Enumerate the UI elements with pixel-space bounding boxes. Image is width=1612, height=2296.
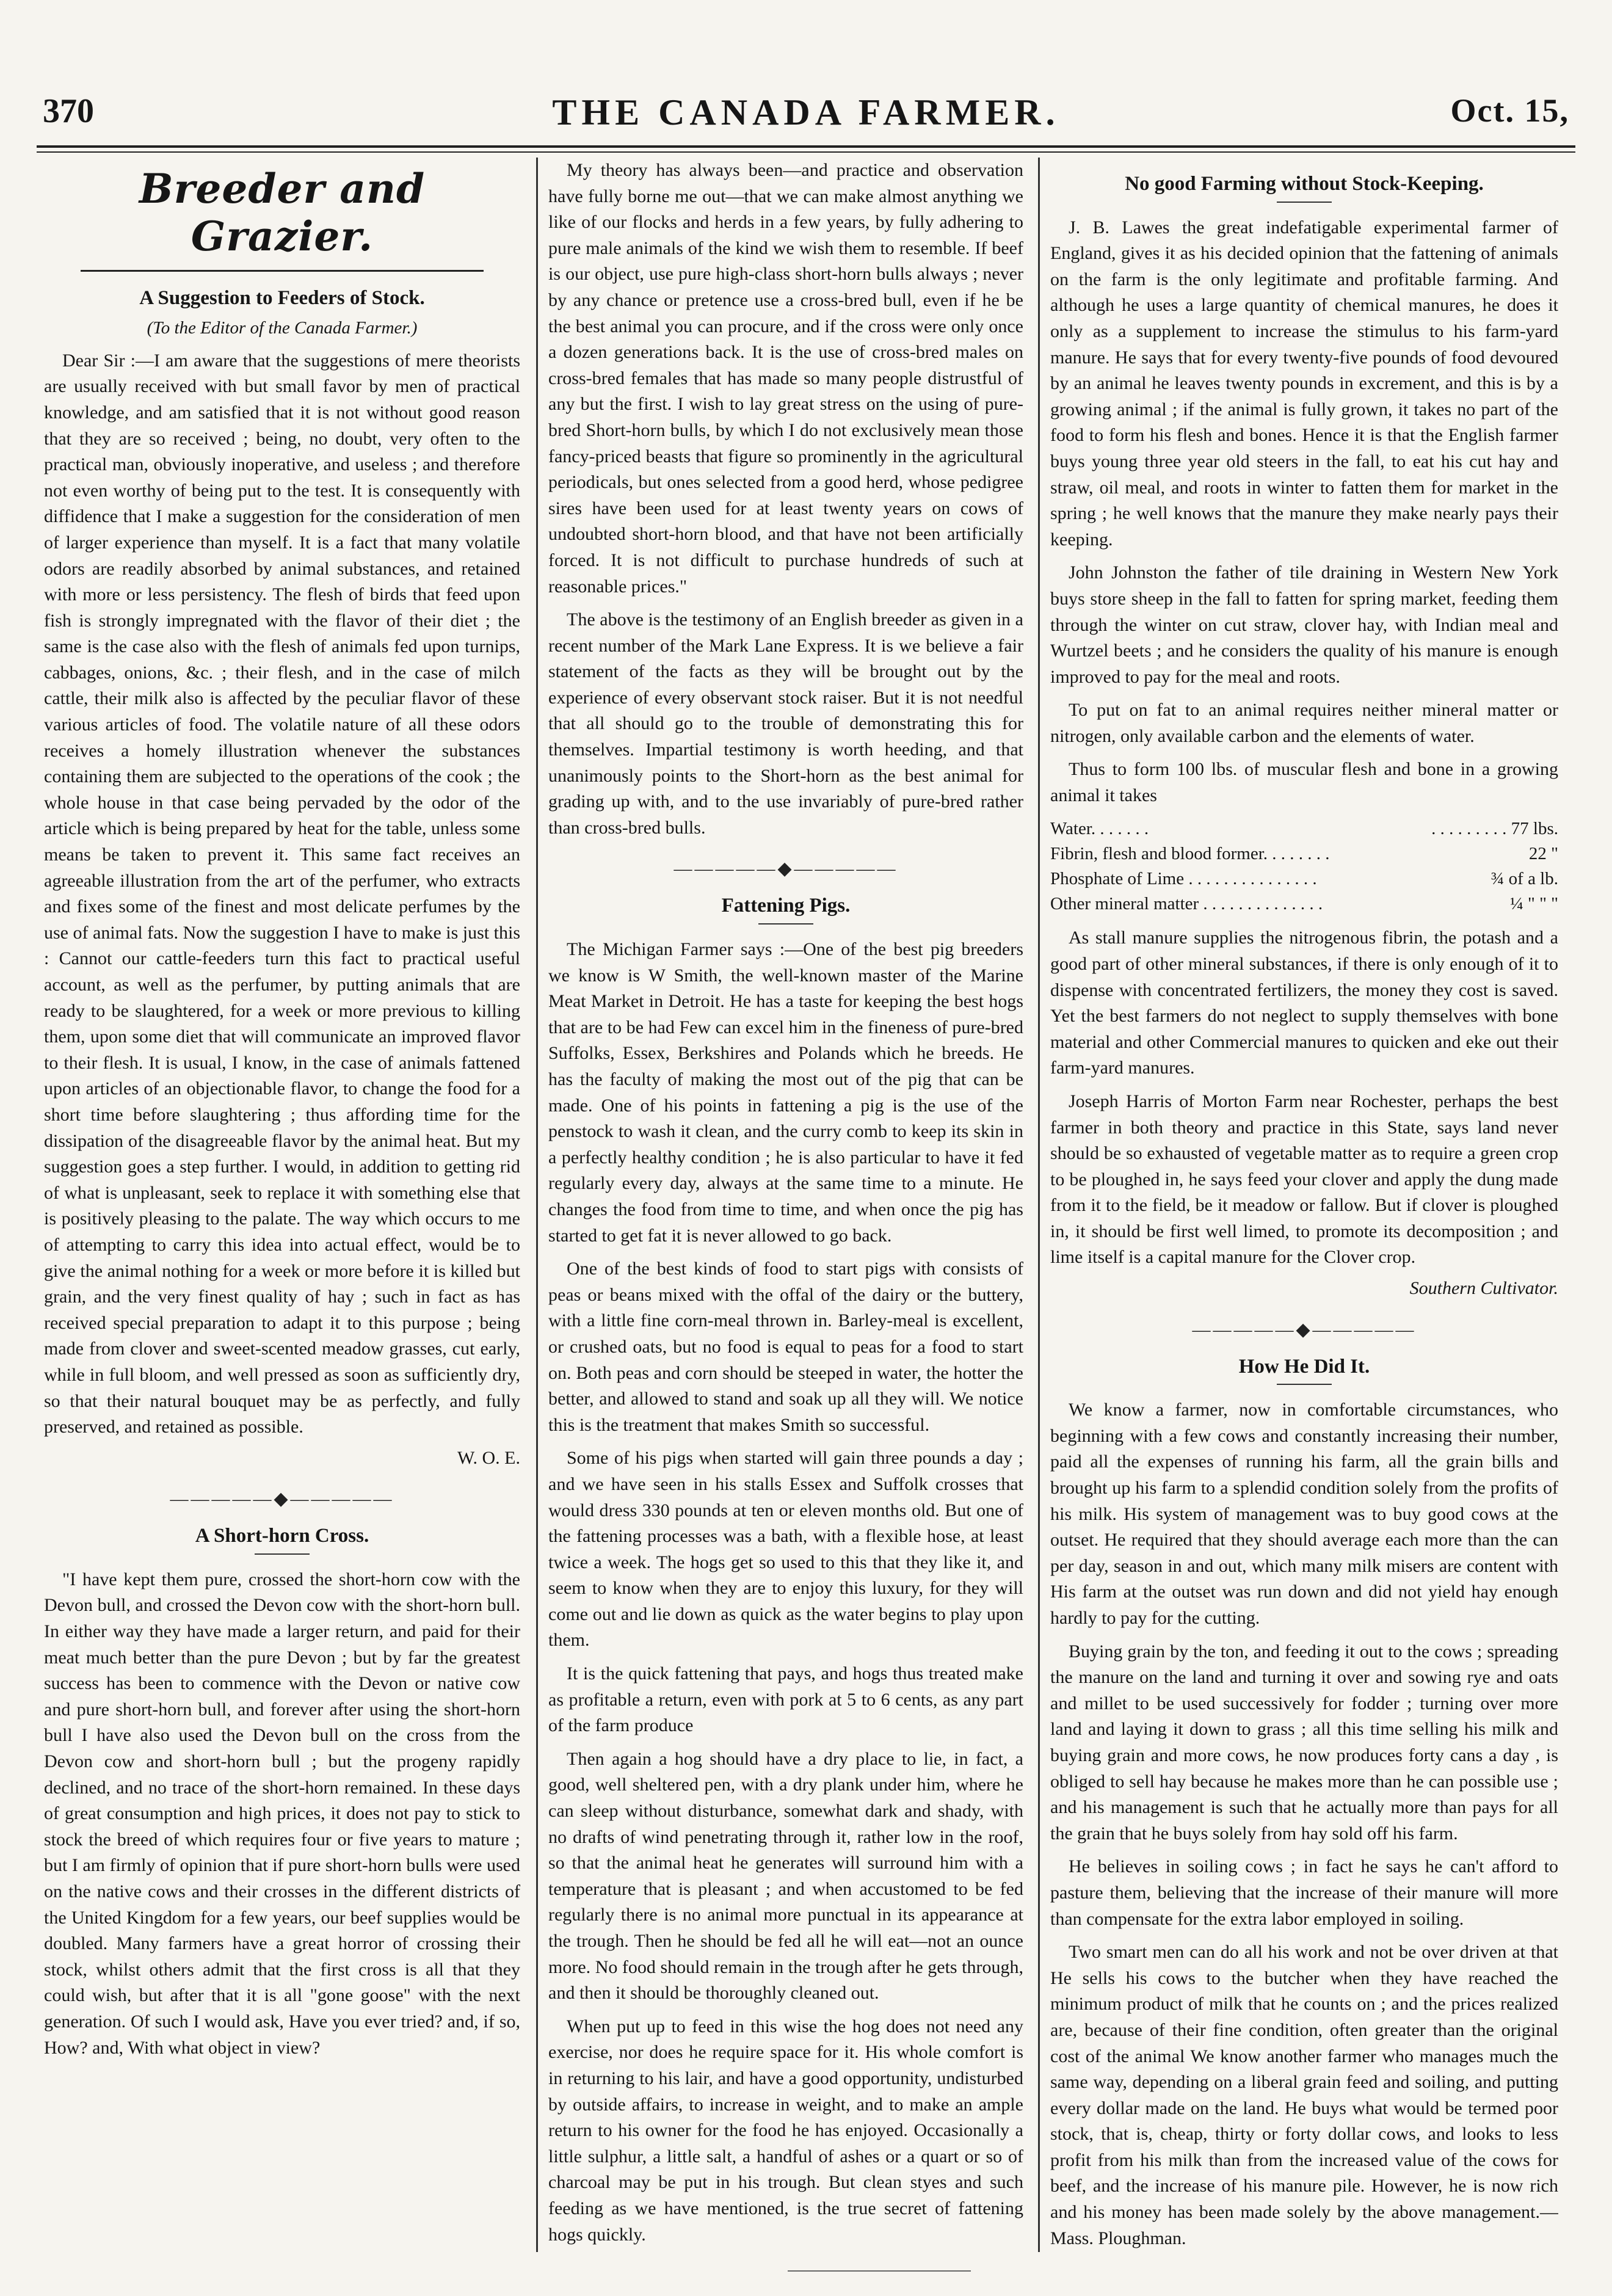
- table-row: [1050, 866, 1558, 892]
- article-paragraph: One of the best kinds of food to start pigs with consists of peas or beans mixed with the offal of the dairy or the buttery, with a little fine corn-meal thrown in. Barley-meal is excellent, or crushed oats, but no food is equal to peas for a food to start on. Both peas and corn should be steeped in water, the hotter the better, and allowed to stand and soak up all they will. We notice this is the treatment that makes Smith so successful.: [548, 1259, 1023, 1435]
- page-number: 370: [43, 92, 94, 130]
- table-value: ¼ " " ": [1509, 894, 1558, 914]
- table-label: Other mineral matter . . . . . . . . . . . . . .: [1050, 894, 1323, 914]
- article-paragraph: Joseph Harris of Morton Farm near Rochester, perhaps the best farmer in both theory and practice in this State, says land never should be so exhausted of vegetable matter as to require a green crop to be ploughed in, he says feed your clover and apply the dung made from it to the field, be it meadow or fallow. But if clover is ploughed in, it should be first well limed, to promote its decomposition ; and lime itself is a capital manure for the Clover crop.: [1050, 1091, 1558, 1268]
- department-heading: Breeder and Grazier.: [139, 165, 426, 260]
- article-paragraph: When put up to feed in this wise the hog does not need any exercise, nor does he require space for it. His whole comfort is in returning to his lair, and have a good opportunity, undisturbed by outside affairs, to increase in weight, and to make an ample return to his owner for the food he has enjoyed. Occasionally a little sulphur, a little salt, a handful of ashes or a quart or so of charcoal may be put in his trough. But clean styes and such feeding as we have mentioned, is the true secret of fattening hogs quickly.: [548, 2016, 1023, 2245]
- title-rule: [758, 923, 813, 925]
- table-row: [1050, 841, 1558, 866]
- article-title-stock-keeping: No good Farming without Stock-Keeping.: [1125, 173, 1484, 195]
- article-paragraph: John Johnston the father of tile draining in Western New York buys store sheep in the fall to fatten for spring market, feeding them through the winter on cut straw, clover hay, with Indian meal and Wurtzel beets ; and he considers the quality of his manure is enough improved to pay for the meal and roots.: [1050, 562, 1558, 687]
- article-paragraph: Dear Sir :—I am aware that the suggestions of mere theorists are usually received with but small favor by men of practical knowledge, and am satisfied that it is not without good reason that they are so received ; being, no doubt, very often to the practical man, obviously inoperative, and useless ; and therefore not even worthy of being put to the test. It is consequently with diffidence that I make a suggestion for the consideration of men of larger experience than myself. It is a fact that many volatile odors are readily absorbed by animal substances, and retained with more or less persistency. The flesh of birds that feed upon fish is strongly impregnated with the flavor of their diet ; the same is the case also with the flesh of animals fed upon turnips, cabbages, onions, &c. ; their flesh, and in the case of milch cattle, their milk also is affected by the peculiar flavor of these various articles of food. The volatile nature of all these odors receives a homely illustration whenever the substances containing them are subjected to the operations of the cook ; the whole house in that case being pervaded by the odor of the article which is being prepared by heat for the table, unless some means be taken to prevent it. This same fact receives an agreeable illustration from the art of the perfumer, who extracts and fixes some of the finest and most delicate perfumes by the use of animal fats. Now the suggestion I have to make is just this : Cannot our cattle-feeders turn this fact to practical useful account, as well as the perfumer, by putting animals that are ready to be slaughtered, for a week or more previous to killing them, upon some diet that will communicate an improved flavor to their flesh. It is usual, I know, in the case of animals fattened upon articles of an objectionable flavor, to change the food for a short time before slaughtering ; thus affording time for the dissipation of the disagreeable flavor by the animal heat. But my suggestion goes a step further. I would, in addition to getting rid of what is unpleasant, seek to replace it with something else that is positively pleasing to the palate. The way which occurs to me of attempting to carry this idea into actual effect, would be to give the animal nothing for a week or more before it is killed but grain, and the very finest quality of hay ; such in fact as has received special preparation to adapt it to this purpose ; being made from clover and sweet-scented meadow grasses, cut early, while in full bloom, and well pressed as soon as sufficiently dry, so that their natural bouquet may be as perfectly, and fully preserved, and retained as possible.: [44, 350, 520, 1437]
- article-paragraph: The Michigan Farmer says :—One of the best pig breeders we know is W Smith, the well-known master of the Marine Meat Market in Detroit. He has a taste for keeping the best hogs that are to be had Few can excel him in the fineness of pure-bred Suffolks, Essex, Berkshires and Polands which he breeds. He has the faculty of making the most out of the pig that can be made. One of his points in fattening a pig is the use of the penstock to wash it clean, and the curry comb to keep its skin in a perfectly healthy condition ; he is also particular to have it fed regularly every day, always at the same time to a minute. He changes the food from time to time, and when once the pig has started to get fat it is never allowed to go back.: [548, 939, 1023, 1246]
- footer-rule: [788, 2270, 971, 2272]
- article-paragraph: The above is the testimony of an English breeder as given in a recent number of the Mark Lane Express. It is we believe a fair statement of the facts as they will be brought out by the experience of every observant stock raiser. But it is not needful that all should go to the trouble of demonstrating this for themselves. Impartial testimony is worth heeding, and that unanimously points to the Short-horn as the best animal for grading up with, and to the use invariably of pure-bred rather than cross-bred bulls.: [548, 609, 1023, 838]
- article-title-how-he-did-it: How He Did It.: [1238, 1355, 1370, 1378]
- table-value: . . . . . . . . . 77 lbs.: [1431, 818, 1558, 838]
- publication-title: THE CANADA FARMER.: [552, 92, 1060, 133]
- column-3: [1050, 158, 1558, 2270]
- masthead-rule: [37, 145, 1575, 153]
- article-paragraph: "I have kept them pure, crossed the short-horn cow with the Devon bull, and crossed the Devon cow with the short-horn bull. In either way they have made a larger return, and paid for their meat much better than the pure Devon ; but by far the greatest success has been to commence with the Devon or native cow and pure short-horn bull, and forever after using the short-horn bull I have also used the Devon bull on the cross from the Devon cow and short-horn bull ; but the progeny rapidly declined, and no trace of the short-horn remained. In these days of great consumption and high prices, it does not pay to stick to stock the breed of which requires four or five years to mature ; but I am firmly of opinion that if pure short-horn bulls were used on the native cows and their crosses in the different districts of the United Kingdom for a few years, our beef supplies would be doubled. Many farmers have a great horror of crossing their stock, whilst others admit that the first cross is all that they could wish, but after that it is all "gone goose" with the next generation. Of such I would ask, Have you ever tried? and, if so, How? and, With what object in view?: [44, 1569, 520, 2058]
- article-paragraph: Then again a hog should have a dry place to lie, in fact, a good, well sheltered pen, with a dry plank under him, where he can sleep without disturbance, somewhat dark and shady, with no drafts of wind penetrating through it, rather low in the roof, so that the animal heat he generates will surround him with a temperature that is pleasant ; and when accustomed to be fed regularly there is no animal more punctual in its appearance at the trough. Then he should be fed all he will eat—not an ounce more. No food should remain in the trough after he gets through, and then it should be thoroughly cleaned out.: [548, 1748, 1023, 2004]
- column-1: [44, 158, 520, 2270]
- article-paragraph: As stall manure supplies the nitrogenous fibrin, the potash and a good part of other mineral substances, if there is only enough of it to dispense with concentrated fertilizers, the money they cost is saved. Yet the best farmers do not neglect to supply themselves with bone material and other Commercial manures to quicken and eke out their farm-yard manures.: [1050, 928, 1558, 1078]
- composition-table: [1050, 816, 1558, 917]
- article-paragraph: Some of his pigs when started will gain three pounds a day ; and we have seen in his stalls Essex and Suffolk crosses that would dress 330 pounds at ten or eleven months old. But one of the fattening processes was a bath, with a flexible hose, at least twice a week. The hogs get so used to this that they like it, and seem to know when they are to enjoy this luxury, for they will come out and lie down as quick as the water begins to play upon them.: [548, 1448, 1023, 1651]
- table-value: ¾ of a lb.: [1490, 869, 1558, 888]
- article-paragraph: We know a farmer, now in comfortable circumstances, who beginning with a few cows and constantly increasing their number, paid all the expenses of running his farm, all the grain bills and brought up his farm to a splendid condition solely from the profits of his milk. His system of management was to buy good cows at the outset. He required that they should average each more than the can per day, season in and out, which many milk misers are content with His farm at the outset was run down and did not yield hay enough hardly to pay for the cutting.: [1050, 1400, 1558, 1628]
- article-dateline: (To the Editor of the Canada Farmer.): [147, 318, 418, 338]
- section-rule: [81, 270, 484, 272]
- column-divider: [536, 158, 538, 2252]
- table-row: [1050, 892, 1558, 917]
- article-paragraph: Thus to form 100 lbs. of muscular flesh and bone in a growing animal it takes: [1050, 759, 1558, 806]
- article-title-short-horn: A Short-horn Cross.: [195, 1525, 369, 1547]
- title-rule: [255, 1553, 310, 1555]
- column-divider: [1038, 158, 1040, 2252]
- article-title-fattening-pigs: Fattening Pigs.: [721, 895, 851, 917]
- article-paragraph: J. B. Lawes the great indefatigable experimental farmer of England, gives it as his decided opinion that the fattening of animals on the farm is the only legitimate and profitable farming. And although he uses a large quantity of chemical manures, he does it only as a supplement to increase the stimulus to his farm-yard manure. He says that for every twenty-five pounds of food devoured by an animal he leaves twenty pounds in excrement, and this is by a growing animal ; if the animal is fully grown, it takes no part of the food to form his flesh and bones. Hence it is that the English farmer buys young three year old steers in the fall, to eat his cut hay and straw, oil meal, and roots in winter to fatten them for market in the spring ; he well knows that the manure they make nearly pays their keeping.: [1050, 217, 1558, 550]
- title-rule: [1277, 1384, 1332, 1385]
- issue-date: Oct. 15,: [1450, 92, 1569, 129]
- article-paragraph: Buying grain by the ton, and feeding it out to the cows ; spreading the manure on the land and turning it over and sowing rye and oats and millet to be used successively for fodder ; turning over more land and laying it down to grass ; all this time selling his milk and buying grain and more cows, he now produces forty cans a day , is obliged to sell hay because he makes more than he can possible use ; and his management is such that he actually more than pays for all the grain that he buys solely from hay sold off his farm.: [1050, 1641, 1558, 1844]
- article-source: Southern Cultivator.: [1409, 1278, 1558, 1299]
- column-2: [548, 158, 1023, 2270]
- masthead: [43, 92, 1569, 147]
- ornament-divider: ―――――◆―――――: [170, 1489, 394, 1509]
- article-paragraph: He believes in soiling cows ; in fact he says he can't afford to pasture them, believing that the increase of their manure will more than compensate for the extra labor employed in soiling.: [1050, 1856, 1558, 1929]
- table-label: Fibrin, flesh and blood former. . . . . . . .: [1050, 843, 1330, 863]
- title-rule: [1277, 202, 1332, 203]
- ornament-divider: ―――――◆―――――: [673, 859, 898, 879]
- article-signature: W. O. E.: [457, 1447, 520, 1468]
- table-row: [1050, 816, 1558, 841]
- article-paragraph: Two smart men can do all his work and not be over driven at that He sells his cows to the butcher when they have reached the minimum product of milk that he counts on ; and the prices realized are, because of their fine condition, often greater than the original cost of the animal We know another farmer who manages much the same way, depending on a liberal grain feed and soiling, and putting every dollar made on the land. He buys what would be termed poor stock, that is, cheap, thirty or forty dollar cows, and looks to less profit from his milk than from the increased value of the cows for beef, and the increase of his manure pile. However, he is now rich and his money has been made solely by the above management.—Mass. Ploughman.: [1050, 1942, 1558, 2248]
- article-paragraph: My theory has always been—and practice and observation have fully borne me out—that we can make almost anything we like of our flocks and herds in a few years, by fully adhering to pure male animals of the kind we wish them to resemble. If beef is our object, use pure high-class short-horn bulls always ; never by any chance or pretence use a cross-bred bull, even if he be the best animal you can procure, and if the cross were only once a dozen generations back. It is the use of cross-bred males on cross-bred females that has made so many people distrustful of any but the first. I wish to lay great stress on the using of pure-bred Short-horn bulls, by which I do not exclusively mean those fancy-priced beasts that figure so prominently in the agricultural periodicals, but ones selected from a good herd, whose pedigree sires have been used for at least twenty years on cows of undoubted short-horn blood, and that have not been artificially forced. It is not difficult to purchase hundreds of such at reasonable prices.": [548, 160, 1023, 597]
- article-paragraph: To put on fat to an animal requires neither mineral matter or nitrogen, only available carbon and the elements of water.: [1050, 700, 1558, 746]
- table-label: Water. . . . . . .: [1050, 818, 1149, 838]
- ornament-divider: ―――――◆―――――: [1192, 1319, 1417, 1340]
- table-label: Phosphate of Lime . . . . . . . . . . . . . . .: [1050, 869, 1317, 888]
- article-title-feeders: A Suggestion to Feeders of Stock.: [139, 287, 425, 309]
- table-value: 22 ": [1528, 843, 1558, 863]
- article-paragraph: It is the quick fattening that pays, and hogs thus treated make as profitable a return, even with pork at 5 to 6 cents, as any part of the farm produce: [548, 1663, 1023, 1736]
